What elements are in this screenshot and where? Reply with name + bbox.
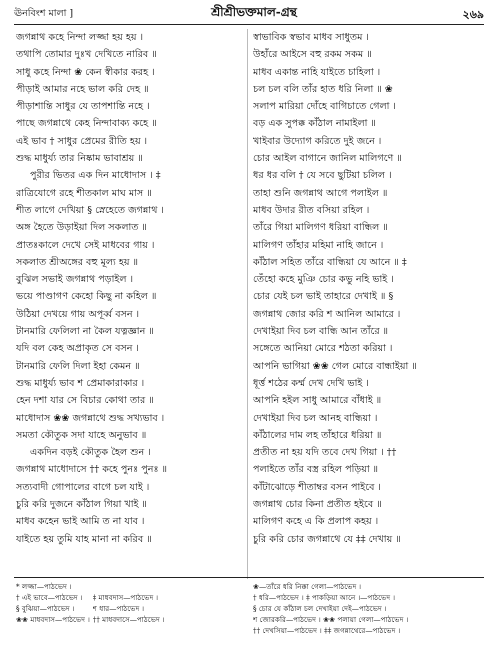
verse-line: দেখাইয়া দিব চল আনহ বান্ধিয়া ।: [253, 412, 378, 424]
footnote-rule: [14, 577, 484, 578]
verse-line: চোর যেই চল ভাই তাহারে দেখাই ॥ §: [253, 291, 394, 303]
verse-line: রাত্রিযোগে রহে শীতকাল মাঘ মাস ॥: [16, 187, 152, 199]
verse-line: শীত লাগে দেখিয়া § স্নেহেতে জগন্নাথ ।: [16, 204, 164, 216]
section-title: ঊনবিংশ মালা ]: [14, 8, 74, 19]
right-verse-column: [253, 29, 481, 548]
verse-line: মালিগণ তাঁহার মহিমা নাহি জানে ।: [253, 239, 384, 251]
verse-line: কাঁঠাল সহিত তাঁরে বান্ধিয়া যে আনে ॥ ‡: [253, 256, 407, 268]
verse-line: তেঁহো কহে মুঞি চোর কভু নহি ভাই ।: [253, 274, 394, 286]
footnote: ❀❀ মাধবদাস—পাঠভেদ ।: [16, 615, 90, 624]
footnote: † ধরি—পাঠভেদ । ‡ পাকড়িয়া আনে ।—পাঠভেদ ।: [253, 593, 396, 602]
verse-line: হেন দশা যার সে বিচার কোথা তার ॥: [16, 395, 154, 407]
verse-line: সত্যবাদী গোপালের বাগে চল যাই ।: [16, 481, 150, 493]
footnote: ❀—তাঁরে ধরি নিক্কা গেলা—পাঠভেদ ।: [253, 582, 362, 591]
verse-line: যদি বল কেহ অপ্রাকৃত সে বসন ।: [16, 343, 139, 355]
verse-line: তাঁরে গিয়া মালিগণ ধরিয়া বান্ধিল ॥: [253, 222, 388, 234]
running-header: [14, 4, 484, 22]
verse-line: প্রাতঃকালে দেখে সেই মাধবের গায় ।: [16, 239, 155, 251]
verse-line: খাইবার উদ্যোগ করিতে দুই জনে ।: [253, 135, 382, 147]
verse-line: মাধব উদার রীত বসিয়া রহিল ।: [253, 204, 370, 216]
footnote: [169, 603, 244, 614]
footnote: § চোর যে কাঁঠাল চল দেখাইয়া দেই—পাঠভেদ ।: [253, 604, 387, 613]
verse-line: পীড়াশান্তি সাধুর যে তাপশান্তি নহে ।: [16, 101, 150, 113]
footnote: †† মাধবদাসে—পাঠভেদ ।: [92, 615, 165, 624]
verse-line: জগন্নাথ কহে নিন্দা লজ্জা হয় হয় ।: [16, 32, 144, 43]
verse-line: উঠিয়া দেখয়ে গায় অপূর্ব্ব বসন ।: [16, 308, 140, 320]
page-number: ২৬৯: [462, 8, 484, 21]
footnote: [169, 581, 244, 592]
footnote: ‡ মাধবদাস—পাঠভেদ ।: [92, 593, 159, 602]
verse-line: টানমারি ফেলি দিলা ইহা কেমন ॥: [16, 360, 140, 372]
verse-line: উহাঁরে আইসে বহু রকম সকম ॥: [253, 49, 372, 61]
verse-line: প্রতীত না হয় যদি তবে দেখ গিয়া । ††: [253, 447, 397, 459]
footnote: § বুঝিয়া—পাঠভেদ ।: [16, 604, 75, 613]
footnote: শ জোরকরি—পাঠভেদ । ❀❀ পলায়া গেলা—পাঠভেদ ।: [253, 615, 409, 624]
verse-line: চুরি করি দুজনে কাঁঠাল গিয়া খাই ॥: [16, 499, 147, 511]
verse-line: ভয়ে পাণ্ডাগণ কেহো কিছু না কহিল ॥: [16, 291, 157, 303]
verse-line: সঙ্গেতে আনিয়া মোরে শঠতা করিয়া ।: [253, 343, 393, 355]
verse-line: পাছে জগন্নাথে কেহ নিন্দাবাক্য কহে ॥: [16, 118, 157, 130]
verse-line: স্বাভাবিক স্বভাব মাধব সাধুতম ।: [253, 32, 369, 43]
verse-line: ধর ধর বলি † যে সবে ছুটিয়া চলিল ।: [253, 170, 392, 182]
verse-line: আপনি হইল সাধু আমারে বাঁধাই ॥: [253, 395, 382, 407]
verse-line: তথাপি তোমার দুঃখ দেখিতে নারিব ॥: [16, 49, 157, 61]
verse-line: কাঁটাঝোড়ে শীতাম্বর বসন পাইবে ।: [253, 481, 381, 493]
verse-line: অঙ্গ হৈতে উড়াইয়া দিল সকলাত ॥: [16, 222, 147, 234]
verse-line: পুরীর ভিতর এক দিন মাধোদাস । ‡: [30, 170, 161, 182]
verse-line: চুরি করি চোর জগন্নাথে যে ‡‡ দেখায় ॥: [253, 533, 401, 545]
verse-line: যাইতে হয় তুমি যাহ মানা না করিব ॥: [16, 533, 152, 545]
footnote: [169, 614, 244, 625]
verse-line: বুঝিল সভাই জগন্নাথ পড়াইল ।: [16, 274, 134, 286]
footnote: শ ধার—পাঠভেদ ।: [92, 604, 145, 613]
verse-line: মাধব কহেন ভাই আমি ত না যাব ।: [16, 516, 145, 528]
verse-line: টানমারি ফেলিলা না কৈল যত্নজ্ঞান ॥: [16, 326, 154, 338]
verse-line: জগন্নাথ চোর কিনা প্রতীত হইবে ॥: [253, 499, 382, 511]
footnotes-left: [16, 581, 244, 625]
verse-line: পীড়াই আমার নহে ভাল করি দেহ ॥: [16, 83, 149, 95]
verse-line: মাধব একান্ত নাহি যাইতে চাহিলা ।: [253, 66, 381, 78]
verse-line: সলাপ মারিয়া দোঁহে বাগিচাতে গেলা ।: [253, 101, 396, 113]
verse-line: এই ভাব † সাধুর প্রেমের রীতি হয় ।: [16, 135, 148, 147]
verse-line: বড় এক সুপক্ক কাঁঠাল নামাইলা ॥: [253, 118, 376, 130]
verse-line: জগন্নাথ মাধোদাসে †† কহে পুনঃ পুনঃ ॥: [16, 464, 168, 476]
verse-line: পলাইতে তাঁর বস্ত্র রহিল পড়িয়া ॥: [253, 464, 379, 476]
footnote: [169, 592, 244, 603]
verse-line: তাহা শুনি জগন্নাথ আগে পলাইল ॥: [253, 187, 388, 199]
book-title: শ্রীশ্রীভক্তমাল-গ্রন্থ: [211, 5, 297, 19]
footnote: [93, 581, 168, 592]
footnote: †† দেখসিয়া—পাঠভেদ । ‡‡ জগন্নাথেরে—পাঠভেদ ।: [253, 626, 401, 635]
verse-line: আপনি ভাগিয়া ❀❀ গেল মোরে বান্ধাইয়া ॥: [253, 360, 417, 372]
verse-line: মালিগণ কহে এ কি প্রলাপ কহয় ।: [253, 516, 379, 528]
verse-line: একদিন বড়ই কৌতুক হৈল শুন ।: [30, 447, 151, 459]
header-rule: [14, 24, 484, 25]
verse-line: কাঁঠালের দাম লহ তাঁহারে ধরিয়া ॥: [253, 429, 382, 441]
footnotes-right: [253, 581, 485, 636]
verse-line: চোর আইল বাগানে জানিল মালিগণে ॥: [253, 153, 402, 165]
footnote: † এই ভাবে—পাঠভেদ ।: [16, 593, 83, 602]
verse-line: মাধোদাস ❀❀ জগন্নাথে শুদ্ধ সখ্যভাব ।: [16, 412, 165, 424]
verse-line: শুদ্ধ মাধুর্য্য তার নিষ্কাম ভাবাশ্রয় ॥: [16, 153, 143, 165]
left-verse-column: [16, 29, 244, 548]
verse-line: শুদ্ধ মাধুর্য্য ভাব শ প্রেমাকারাকার ।: [16, 377, 145, 389]
verse-line: সাধু কহে নিন্দা ❀ কেন স্বীকার করহ ।: [16, 66, 155, 78]
verse-line: সকলাত শ্রীঅঙ্গের বহু মূল্য হয় ॥: [16, 256, 139, 268]
verse-line: চল চল বলি তাঁর হাত ধরি নিলা ॥ ❀: [253, 83, 393, 95]
verse-line: জগন্নাথ জোর করি শ আনিল আমারে ।: [253, 308, 401, 320]
verse-line: ধূর্ত্ত শঠের কর্ম্ম দেখ দেখি ভাই ।: [253, 377, 369, 389]
verse-line: দেখাইয়া দিব চল বান্ধি আন তাঁরে ॥: [253, 326, 389, 338]
footnote: * লজ্জা—পাঠভেদ ।: [16, 582, 72, 591]
verse-line: সমতা কৌতুক সদা যাহে অনুভাব ॥: [16, 429, 147, 441]
column-divider: [247, 29, 248, 579]
